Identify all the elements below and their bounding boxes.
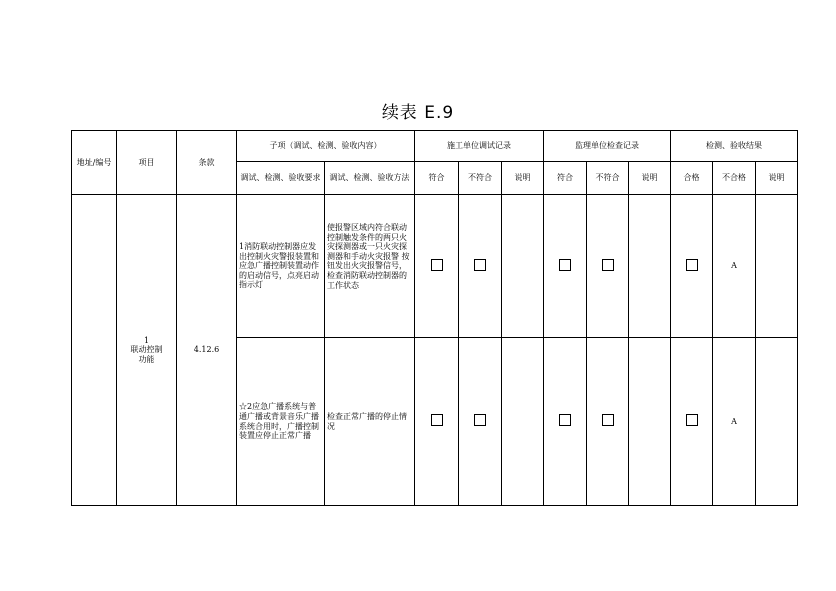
construction-conform-checkbox[interactable]	[431, 259, 443, 271]
requirement-cell: 1消防联动控制器应发出控制火灾警报装置和应急广播控制装置动作的启动信号，点亮启动指示灯	[237, 195, 325, 338]
header-construction: 施工单位调试记录	[415, 131, 544, 162]
construction-conform-cell	[415, 338, 459, 506]
result-qualified-cell	[671, 338, 713, 506]
construction-nonconform-checkbox[interactable]	[474, 259, 486, 271]
header-requirement: 调试、检测、验收要求	[237, 162, 325, 195]
construction-conform-cell	[415, 195, 459, 338]
supervision-nonconform-checkbox[interactable]	[602, 414, 614, 426]
header-result-note: 说明	[756, 162, 798, 195]
header-construction-note: 说明	[502, 162, 544, 195]
result-note-cell[interactable]	[756, 338, 798, 506]
inspection-table	[71, 130, 798, 506]
header-subitem: 子项（调试、检测、验收内容）	[237, 131, 415, 162]
method-cell: 使报警区域内符合联动控制触发条件的两只火灾探测器或一只火灾探测器和手动火灾报警 按钮发出火灾报警信号，检查消防联动控制器的工作状态	[325, 195, 415, 338]
header-supervision-note: 说明	[629, 162, 671, 195]
construction-nonconform-cell	[459, 195, 502, 338]
grade-cell: A	[713, 195, 756, 338]
supervision-note-cell[interactable]	[629, 195, 671, 338]
header-construction-nonconform: 不符合	[459, 162, 502, 195]
result-qualified-checkbox[interactable]	[686, 414, 698, 426]
supervision-nonconform-cell	[587, 338, 629, 506]
item-name: 联动控制功能	[130, 345, 163, 364]
header-supervision: 监理单位检查记录	[544, 131, 671, 162]
requirement-cell: ☆2应急广播系统与普通广播或背景音乐广播系统合用时，广播控制装置应停止正常广播	[237, 338, 325, 506]
item-cell	[117, 195, 177, 506]
result-qualified-cell	[671, 195, 713, 338]
table-row	[72, 195, 798, 338]
construction-note-cell[interactable]	[502, 338, 544, 506]
header-result-qualified: 合格	[671, 162, 713, 195]
header-result-unqualified: 不合格	[713, 162, 756, 195]
supervision-nonconform-checkbox[interactable]	[602, 259, 614, 271]
header-supervision-nonconform: 不符合	[587, 162, 629, 195]
construction-conform-checkbox[interactable]	[431, 414, 443, 426]
construction-note-cell[interactable]	[502, 195, 544, 338]
header-address: 地址/编号	[72, 131, 117, 195]
method-cell: 检查正常广播的停止情况	[325, 338, 415, 506]
construction-nonconform-checkbox[interactable]	[474, 414, 486, 426]
header-result: 检测、验收结果	[671, 131, 798, 162]
supervision-conform-checkbox[interactable]	[559, 259, 571, 271]
supervision-nonconform-cell	[587, 195, 629, 338]
result-qualified-checkbox[interactable]	[686, 259, 698, 271]
supervision-conform-cell	[544, 338, 587, 506]
address-cell	[72, 195, 117, 506]
header-method: 调试、检测、验收方法	[325, 162, 415, 195]
item-number: 1	[143, 335, 150, 345]
header-item: 项目	[117, 131, 177, 195]
header-clause: 条款	[177, 131, 237, 195]
header-supervision-conform: 符合	[544, 162, 587, 195]
supervision-conform-cell	[544, 195, 587, 338]
supervision-note-cell[interactable]	[629, 338, 671, 506]
header-construction-conform: 符合	[415, 162, 459, 195]
clause-cell: 4.12.6	[177, 195, 237, 506]
page-title: 续表 E.9	[381, 103, 455, 123]
grade-cell: A	[713, 338, 756, 506]
result-note-cell[interactable]	[756, 195, 798, 338]
construction-nonconform-cell	[459, 338, 502, 506]
supervision-conform-checkbox[interactable]	[559, 414, 571, 426]
